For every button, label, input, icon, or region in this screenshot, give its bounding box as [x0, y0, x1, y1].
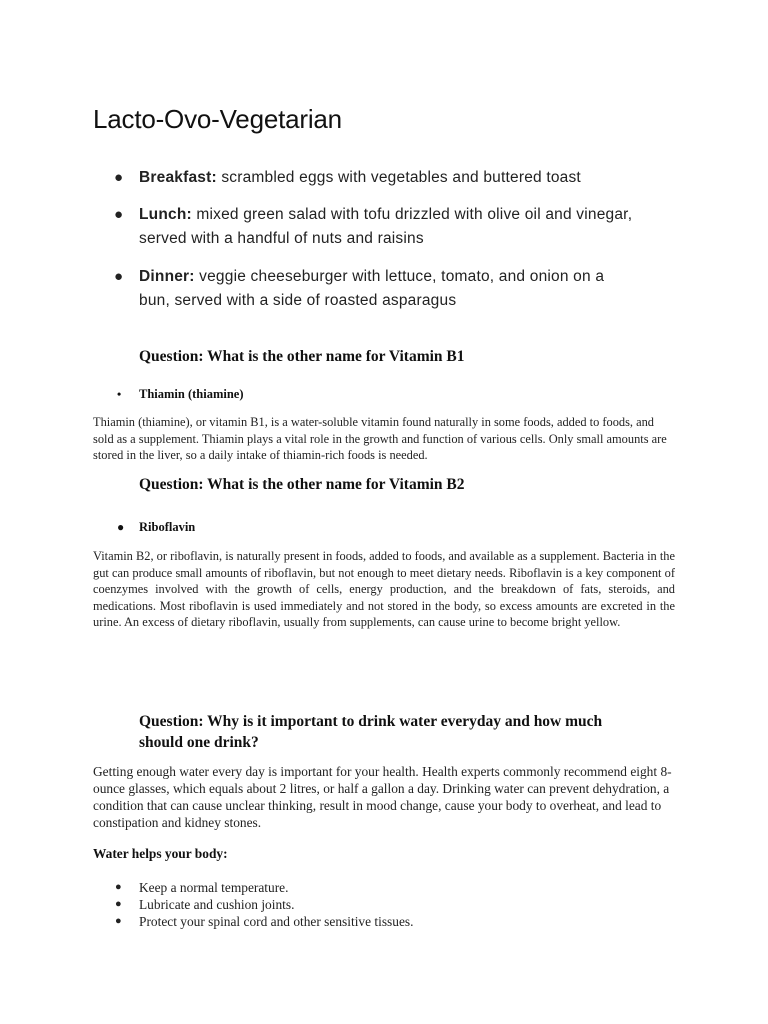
- bullet-icon: •: [117, 387, 122, 401]
- bullet-icon: ●: [114, 169, 124, 186]
- meal-text: scrambled eggs with vegetables and buttered toast: [216, 169, 581, 186]
- meal-label: Dinner:: [139, 268, 195, 285]
- bullet-icon: ●: [117, 520, 125, 534]
- list-item: [115, 913, 414, 930]
- list-item-text: Keep a normal temperature.: [139, 880, 289, 895]
- bullet-icon: ●: [115, 915, 122, 927]
- question-water: Question: Why is it important to drink water everyday and how much should one drink?: [139, 713, 603, 751]
- meal-item-breakfast: [114, 166, 639, 190]
- meal-item-dinner: [114, 265, 639, 313]
- list-item: [115, 896, 413, 913]
- list-item-text: Lubricate and cushion joints.: [139, 897, 295, 912]
- question-vitamin-b2: Question: What is the other name for Vitamin B2: [139, 476, 465, 493]
- paragraph-riboflavin: Vitamin B2, or riboflavin, is naturally present in foods, added to foods, and available as a supplement. Bacteria in the gut can produce small amounts of riboflavin, but not enough to meet dietary needs. Riboflavin is a key component of coenzymes involved with the growth of cells, energy production, and the breakdown of fats, steroids, and medications. Most riboflavin is used immediately and not stored in the body, so excess amounts are excreted in the urine. An excess of dietary riboflavin, usually from supplements, can cause urine to become bright yellow.: [93, 549, 675, 630]
- answer-text: Thiamin (thiamine): [139, 387, 244, 401]
- water-benefits-list: [115, 879, 414, 930]
- paragraph-water: Getting enough water every day is important for your health. Health experts commonly recommend eight 8-ounce glasses, which equals about 2 litres, or half a gallon a day. Drinking water can prevent dehydration, a condition that can cause unclear thinking, result in mood change, cause your body to overheat, and lead to constipation and kidney stones.: [93, 764, 672, 830]
- meal-label: Lunch:: [139, 206, 192, 223]
- bullet-icon: ●: [115, 881, 122, 893]
- list-item: [115, 879, 413, 896]
- bullet-icon: ●: [115, 898, 122, 910]
- question-vitamin-b1: Question: What is the other name for Vitamin B1: [139, 348, 465, 365]
- bullet-icon: ●: [114, 206, 124, 223]
- answer-text: Riboflavin: [139, 520, 196, 534]
- subheading-water-helps: Water helps your body:: [93, 846, 228, 861]
- meal-label: Breakfast:: [139, 169, 217, 186]
- meal-text: mixed green salad with tofu drizzled with olive oil and vinegar, served with a handful of nuts and raisins: [139, 206, 633, 247]
- bullet-icon: ●: [114, 268, 124, 285]
- answer-vitamin-b2: [117, 520, 196, 535]
- list-item-text: Protect your spinal cord and other sensitive tissues.: [139, 914, 414, 929]
- answer-vitamin-b1: [117, 387, 244, 402]
- paragraph-thiamin: Thiamin (thiamine), or vitamin B1, is a water-soluble vitamin found naturally in some foods, added to foods, and sold as a supplement. Thiamin plays a vital role in the growth and function of various cells. Only small amounts are stored in the liver, so a daily intake of thiamin-rich foods is needed.: [93, 415, 667, 463]
- meal-text: veggie cheeseburger with lettuce, tomato, and onion on a bun, served with a side of roasted asparagus: [139, 268, 605, 309]
- page-title: Lacto-Ovo-Vegetarian: [93, 104, 342, 134]
- meal-item-lunch: [114, 203, 639, 251]
